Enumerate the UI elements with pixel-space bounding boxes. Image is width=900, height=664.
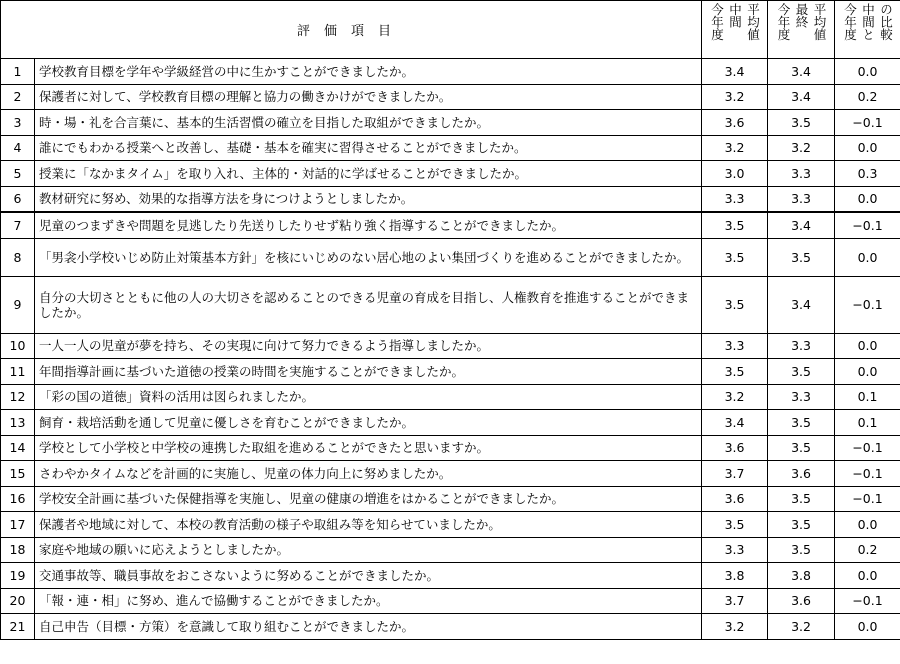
row-comparison: 0.0 <box>835 238 900 276</box>
row-evaluation-text: さわやかタイムなどを計画的に実施し、児童の体力向上に努めましたか。 <box>35 461 702 487</box>
header-comparison-line3: 今年度 <box>842 3 858 41</box>
row-number: 3 <box>1 110 35 136</box>
row-mid-average: 3.0 <box>702 161 768 187</box>
row-final-average: 3.2 <box>768 135 835 161</box>
row-mid-average: 3.2 <box>702 84 768 110</box>
row-comparison: 0.3 <box>835 161 900 187</box>
row-number: 16 <box>1 486 35 512</box>
row-mid-average: 3.2 <box>702 384 768 410</box>
row-evaluation-text: 児童のつまずきや問題を見逃したり先送りしたりせず粘り強く指導することができましたか。 <box>35 212 702 238</box>
row-number: 19 <box>1 563 35 589</box>
row-number: 1 <box>1 59 35 85</box>
row-final-average: 3.4 <box>768 276 835 333</box>
table-row <box>1 435 900 461</box>
table-row <box>1 359 900 385</box>
row-comparison: −0.1 <box>835 435 900 461</box>
header-final-line2: 最終 <box>794 3 810 28</box>
row-evaluation-text: 年間指導計画に基づいた道徳の授業の時間を実施することができましたか。 <box>35 359 702 385</box>
row-comparison: −0.1 <box>835 588 900 614</box>
table-row <box>1 84 900 110</box>
row-evaluation-text: 保護者に対して、学校教育目標の理解と協力の働きかけができましたか。 <box>35 84 702 110</box>
row-comparison: −0.1 <box>835 276 900 333</box>
row-evaluation-text: 時・場・礼を合言葉に、基本的生活習慣の確立を目指した取組ができましたか。 <box>35 110 702 136</box>
row-comparison: 0.0 <box>835 614 900 640</box>
row-number: 11 <box>1 359 35 385</box>
header-mid-line3: 今年度 <box>709 3 725 41</box>
row-mid-average: 3.4 <box>702 410 768 436</box>
row-number: 6 <box>1 186 35 212</box>
row-comparison: 0.2 <box>835 537 900 563</box>
row-mid-average: 3.5 <box>702 238 768 276</box>
row-final-average: 3.3 <box>768 186 835 212</box>
header-evaluation-item: 評価項目 <box>1 1 702 59</box>
row-number: 15 <box>1 461 35 487</box>
header-comparison-line1: の比較 <box>878 3 894 41</box>
row-number: 21 <box>1 614 35 640</box>
row-final-average: 3.5 <box>768 410 835 436</box>
table-body <box>1 59 900 640</box>
table-row <box>1 333 900 359</box>
row-number: 17 <box>1 512 35 538</box>
row-comparison: 0.0 <box>835 333 900 359</box>
header-comparison <box>835 1 900 59</box>
table-row <box>1 384 900 410</box>
row-evaluation-text: 「男衾小学校いじめ防止対策基本方針」を核にいじめのない居心地のよい集団づくりを進めることができましたか。 <box>35 238 702 276</box>
row-final-average: 3.5 <box>768 359 835 385</box>
header-comparison-line2: 中間と <box>860 3 876 41</box>
row-comparison: 0.0 <box>835 186 900 212</box>
row-final-average: 3.6 <box>768 588 835 614</box>
row-evaluation-text: 保護者や地域に対して、本校の教育活動の様子や取組み等を知らせていましたか。 <box>35 512 702 538</box>
row-mid-average: 3.3 <box>702 186 768 212</box>
row-evaluation-text: 交通事故等、職員事故をおこさないように努めることができましたか。 <box>35 563 702 589</box>
table-row <box>1 537 900 563</box>
row-comparison: −0.1 <box>835 486 900 512</box>
row-mid-average: 3.6 <box>702 110 768 136</box>
row-evaluation-text: 「彩の国の道徳」資料の活用は図られましたか。 <box>35 384 702 410</box>
row-evaluation-text: 学校安全計画に基づいた保健指導を実施し、児童の健康の増進をはかることができましたか。 <box>35 486 702 512</box>
row-comparison: −0.1 <box>835 110 900 136</box>
row-evaluation-text: 「報・連・相」に努め、進んで協働することができましたか。 <box>35 588 702 614</box>
table-row <box>1 614 900 640</box>
row-mid-average: 3.7 <box>702 461 768 487</box>
header-final-average <box>768 1 835 59</box>
row-final-average: 3.4 <box>768 84 835 110</box>
row-evaluation-text: 一人一人の児童が夢を持ち、その実現に向けて努力できるよう指導しましたか。 <box>35 333 702 359</box>
header-mid-line1: 平均値 <box>745 3 761 41</box>
row-comparison: −0.1 <box>835 212 900 238</box>
row-final-average: 3.5 <box>768 486 835 512</box>
row-evaluation-text: 家庭や地域の願いに応えようとしましたか。 <box>35 537 702 563</box>
table-row <box>1 410 900 436</box>
table-row <box>1 461 900 487</box>
row-mid-average: 3.5 <box>702 276 768 333</box>
row-mid-average: 3.3 <box>702 537 768 563</box>
row-evaluation-text: 自己申告（目標・方策）を意識して取り組むことができましたか。 <box>35 614 702 640</box>
row-mid-average: 3.8 <box>702 563 768 589</box>
row-number: 5 <box>1 161 35 187</box>
row-evaluation-text: 教材研究に努め、効果的な指導方法を身につけようとしましたか。 <box>35 186 702 212</box>
row-number: 7 <box>1 212 35 238</box>
table-row <box>1 563 900 589</box>
row-comparison: 0.0 <box>835 512 900 538</box>
table-row <box>1 238 900 276</box>
row-mid-average: 3.4 <box>702 59 768 85</box>
row-number: 20 <box>1 588 35 614</box>
table-row <box>1 276 900 333</box>
row-comparison: 0.0 <box>835 135 900 161</box>
row-comparison: −0.1 <box>835 461 900 487</box>
row-comparison: 0.0 <box>835 59 900 85</box>
row-number: 9 <box>1 276 35 333</box>
row-mid-average: 3.5 <box>702 212 768 238</box>
row-mid-average: 3.2 <box>702 614 768 640</box>
row-final-average: 3.3 <box>768 384 835 410</box>
row-final-average: 3.8 <box>768 563 835 589</box>
row-number: 13 <box>1 410 35 436</box>
row-comparison: 0.0 <box>835 563 900 589</box>
row-final-average: 3.6 <box>768 461 835 487</box>
row-mid-average: 3.7 <box>702 588 768 614</box>
row-evaluation-text: 学校教育目標を学年や学級経営の中に生かすことができましたか。 <box>35 59 702 85</box>
header-final-line3: 今年度 <box>776 3 792 41</box>
row-mid-average: 3.5 <box>702 512 768 538</box>
header-mid-line2: 中間 <box>727 3 743 28</box>
row-final-average: 3.5 <box>768 238 835 276</box>
row-final-average: 3.4 <box>768 212 835 238</box>
row-evaluation-text: 自分の大切さとともに他の人の大切さを認めることのできる児童の育成を目指し、人権教育を推進することができましたか。 <box>35 276 702 333</box>
table-row <box>1 59 900 85</box>
row-evaluation-text: 誰にでもわかる授業へと改善し、基礎・基本を確実に習得させることができましたか。 <box>35 135 702 161</box>
row-mid-average: 3.5 <box>702 359 768 385</box>
row-final-average: 3.2 <box>768 614 835 640</box>
row-comparison: 0.2 <box>835 84 900 110</box>
row-number: 14 <box>1 435 35 461</box>
row-final-average: 3.5 <box>768 512 835 538</box>
row-evaluation-text: 学校として小学校と中学校の連携した取組を進めることができたと思いますか。 <box>35 435 702 461</box>
table-row <box>1 512 900 538</box>
table-row <box>1 186 900 212</box>
row-comparison: 0.0 <box>835 359 900 385</box>
row-number: 2 <box>1 84 35 110</box>
table-header-row <box>1 1 900 59</box>
row-evaluation-text: 授業に「なかまタイム」を取り入れ、主体的・対話的に学ばせることができましたか。 <box>35 161 702 187</box>
row-number: 10 <box>1 333 35 359</box>
row-number: 8 <box>1 238 35 276</box>
table-row <box>1 588 900 614</box>
row-comparison: 0.1 <box>835 410 900 436</box>
row-final-average: 3.5 <box>768 110 835 136</box>
row-evaluation-text: 飼育・栽培活動を通して児童に優しさを育むことができましたか。 <box>35 410 702 436</box>
table-row <box>1 212 900 238</box>
row-final-average: 3.5 <box>768 537 835 563</box>
header-mid-average <box>702 1 768 59</box>
row-number: 12 <box>1 384 35 410</box>
row-mid-average: 3.3 <box>702 333 768 359</box>
row-mid-average: 3.6 <box>702 435 768 461</box>
row-number: 4 <box>1 135 35 161</box>
row-mid-average: 3.6 <box>702 486 768 512</box>
table-row <box>1 486 900 512</box>
row-final-average: 3.4 <box>768 59 835 85</box>
row-mid-average: 3.2 <box>702 135 768 161</box>
table-row <box>1 135 900 161</box>
row-comparison: 0.1 <box>835 384 900 410</box>
table-row <box>1 161 900 187</box>
row-number: 18 <box>1 537 35 563</box>
header-final-line1: 平均値 <box>812 3 828 41</box>
row-final-average: 3.3 <box>768 161 835 187</box>
row-final-average: 3.5 <box>768 435 835 461</box>
table-row <box>1 110 900 136</box>
row-final-average: 3.3 <box>768 333 835 359</box>
